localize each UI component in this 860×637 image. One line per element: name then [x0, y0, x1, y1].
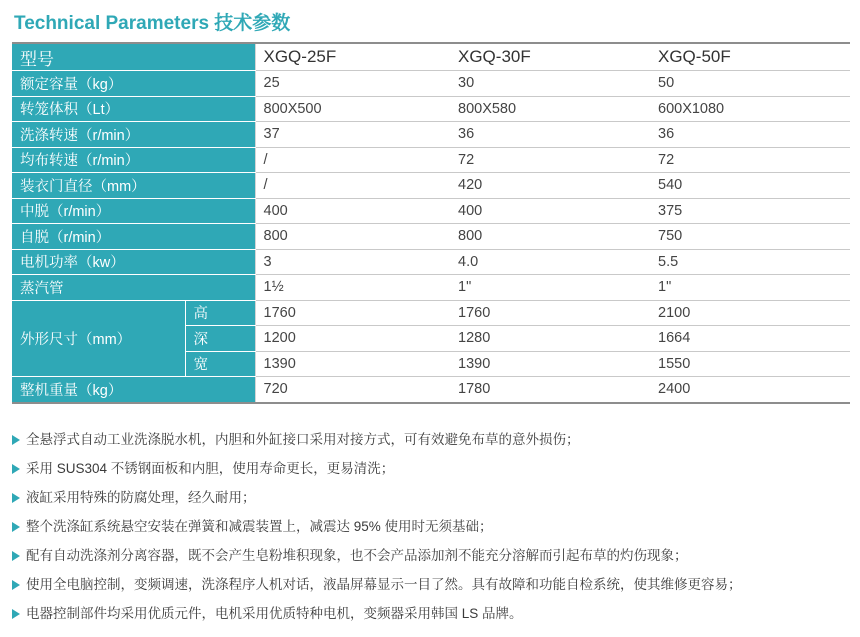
table-row	[12, 300, 850, 326]
feature-text: 电器控制部件均采用优质元件，电机采用优质特种电机，变频器采用韩国 LS 品牌。	[26, 606, 523, 621]
dimension-sub-label: 深	[185, 326, 255, 352]
cell-value: 5.5	[650, 249, 850, 275]
cell-value: /	[255, 173, 450, 199]
cell-value: 400	[450, 198, 650, 224]
cell-value: 800	[255, 224, 450, 250]
cell-value: 36	[450, 122, 650, 148]
dimensions-label: 外形尺寸（mm）	[12, 300, 185, 377]
cell-value: 3	[255, 249, 450, 275]
cell-value: 2100	[650, 300, 850, 326]
row-label: 电机功率（kw）	[12, 249, 255, 275]
model-name: XGQ-25F	[255, 43, 450, 71]
cell-value: 72	[650, 147, 850, 173]
row-label: 整机重量（kg）	[12, 377, 255, 403]
table-row	[12, 198, 850, 224]
cell-value: 1390	[255, 351, 450, 377]
table-row	[12, 96, 850, 122]
cell-value: 1664	[650, 326, 850, 352]
triangle-bullet-icon	[12, 580, 20, 590]
cell-value: 800X580	[450, 96, 650, 122]
table-row	[12, 173, 850, 199]
cell-value: 37	[255, 122, 450, 148]
cell-value: 1390	[450, 351, 650, 377]
table-row	[12, 224, 850, 250]
row-label: 中脱（r/min）	[12, 198, 255, 224]
cell-value: 420	[450, 173, 650, 199]
table-row	[12, 275, 850, 301]
list-item	[12, 570, 742, 599]
cell-value: 1"	[450, 275, 650, 301]
feature-text: 使用全电脑控制，变频调速，洗涤程序人机对话，液晶屏幕显示一目了然。具有故障和功能自检系统，使其维修更容易；	[26, 577, 742, 592]
dimension-sub-label: 宽	[185, 351, 255, 377]
triangle-bullet-icon	[12, 609, 20, 619]
row-label: 转笼体积（Lt）	[12, 96, 255, 122]
row-label: 均布转速（r/min）	[12, 147, 255, 173]
list-item	[12, 541, 742, 570]
list-item	[12, 454, 742, 483]
row-label: 自脱（r/min）	[12, 224, 255, 250]
table-row	[12, 71, 850, 97]
table-row	[12, 122, 850, 148]
cell-value: 800	[450, 224, 650, 250]
table-row	[12, 147, 850, 173]
table-row	[12, 249, 850, 275]
cell-value: 1½	[255, 275, 450, 301]
cell-value: 1280	[450, 326, 650, 352]
spec-table	[12, 42, 850, 404]
feature-text: 配有自动洗涤剂分离容器，既不会产生皂粉堆积现象，也不会产品添加剂不能充分溶解而引起布草的灼伤现象；	[26, 548, 688, 563]
cell-value: 1550	[650, 351, 850, 377]
list-item	[12, 599, 742, 628]
feature-text: 整个洗涤缸系统悬空安装在弹簧和减震装置上，减震达 95% 使用时无须基础；	[26, 519, 493, 534]
cell-value: 800X500	[255, 96, 450, 122]
cell-value: 375	[650, 198, 850, 224]
cell-value: 1"	[650, 275, 850, 301]
cell-value: 30	[450, 71, 650, 97]
cell-value: 36	[650, 122, 850, 148]
dimension-sub-label: 高	[185, 300, 255, 326]
model-header-label: 型号	[12, 43, 255, 71]
list-item	[12, 512, 742, 541]
feature-text: 全悬浮式自动工业洗涤脱水机，内胆和外缸接口采用对接方式，可有效避免布草的意外损伤；	[26, 432, 580, 447]
row-label: 额定容量（kg）	[12, 71, 255, 97]
triangle-bullet-icon	[12, 464, 20, 474]
cell-value: 1780	[450, 377, 650, 403]
page-title: Technical Parameters 技术参数	[14, 13, 291, 34]
cell-value: 750	[650, 224, 850, 250]
cell-value: 1760	[255, 300, 450, 326]
feature-list	[12, 425, 742, 628]
cell-value: 25	[255, 71, 450, 97]
cell-value: 400	[255, 198, 450, 224]
triangle-bullet-icon	[12, 522, 20, 532]
triangle-bullet-icon	[12, 435, 20, 445]
cell-value: 50	[650, 71, 850, 97]
feature-text: 采用 SUS304 不锈钢面板和内胆，使用寿命更长，更易清洗；	[26, 461, 395, 476]
cell-value: /	[255, 147, 450, 173]
table-header-row	[12, 43, 850, 71]
feature-text: 液缸采用特殊的防腐处理，经久耐用；	[26, 490, 256, 505]
list-item	[12, 483, 742, 512]
cell-value: 72	[450, 147, 650, 173]
cell-value: 1760	[450, 300, 650, 326]
row-label: 装衣门直径（mm）	[12, 173, 255, 199]
triangle-bullet-icon	[12, 551, 20, 561]
triangle-bullet-icon	[12, 493, 20, 503]
table-row	[12, 377, 850, 403]
cell-value: 1200	[255, 326, 450, 352]
row-label: 洗涤转速（r/min）	[12, 122, 255, 148]
cell-value: 600X1080	[650, 96, 850, 122]
list-item	[12, 425, 742, 454]
cell-value: 2400	[650, 377, 850, 403]
cell-value: 720	[255, 377, 450, 403]
cell-value: 540	[650, 173, 850, 199]
model-name: XGQ-50F	[650, 43, 850, 71]
cell-value: 4.0	[450, 249, 650, 275]
row-label: 蒸汽管	[12, 275, 255, 301]
model-name: XGQ-30F	[450, 43, 650, 71]
